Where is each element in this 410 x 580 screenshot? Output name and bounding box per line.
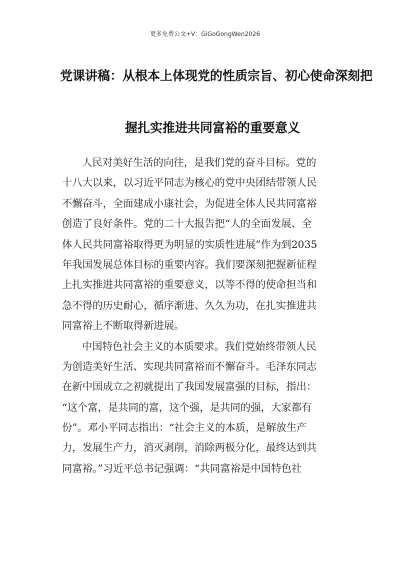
paragraph-1-line: 急不得的历史耐心，循序渐进、久久为功，在扎实推进共 (62, 300, 317, 312)
paragraph-1-line: 同富裕上不断取得新进展。 (62, 321, 185, 333)
paragraph-2-line: 中国特色社会主义的本质要求。我们党始终带领人民 (82, 341, 317, 353)
title-line-1: 党课讲稿：从根本上体现党的性质宗旨、初心使命深刻把 (60, 68, 373, 83)
paragraph-1-line: 上扎实推进共同富裕的重要意义，以等不得的使命担当和 (62, 280, 317, 292)
paragraph-2-line: 在新中国成立之初就提出了我国发展富强的目标，指出： (62, 382, 317, 394)
paragraph-1-line: 人民对美好生活的向往，是我们党的奋斗目标。党的 (82, 158, 317, 169)
paragraph-2-line: 为创造美好生活、实现共同富裕而不懈奋斗。毛泽东同志 (62, 361, 317, 373)
title-line-2: 握扎实推进共同富裕的重要意义 (125, 120, 301, 135)
paragraph-1-line: 创造了良好条件。党的二十大报告把“人的全面发展、全 (62, 219, 312, 231)
paragraph-2-line: 份”。邓小平同志指出：“社会主义的本质，是解放生产 (62, 423, 307, 435)
paragraph-1-line: 体人民共同富裕取得更为明显的实质性进展”作为到2035 (62, 239, 318, 251)
paragraph-2-line: “这个富，是共同的富，这个强，是共同的强，大家都有 (62, 402, 312, 414)
page-header: 更多免费公文+V：GiGoGongWen2026 (149, 31, 261, 38)
paragraph-1-line: 年我国发展总体目标的重要内容。我们要深刻把握新征程 (62, 259, 317, 271)
paragraph-2-line: 同富裕。”习近平总书记强调：“共同富裕是中国特色社 (62, 463, 302, 475)
paragraph-1-line: 十八大以来，以习近平同志为核心的党中央团结带领人民 (62, 178, 317, 190)
paragraph-1-line: 不懈奋斗，全面建成小康社会，为促进全体人民共同富裕 (62, 198, 317, 210)
body-text (62, 154, 352, 480)
paragraph-2-line: 力，发展生产力，消灭剥削，消除两极分化，最终达到共 (62, 443, 317, 455)
